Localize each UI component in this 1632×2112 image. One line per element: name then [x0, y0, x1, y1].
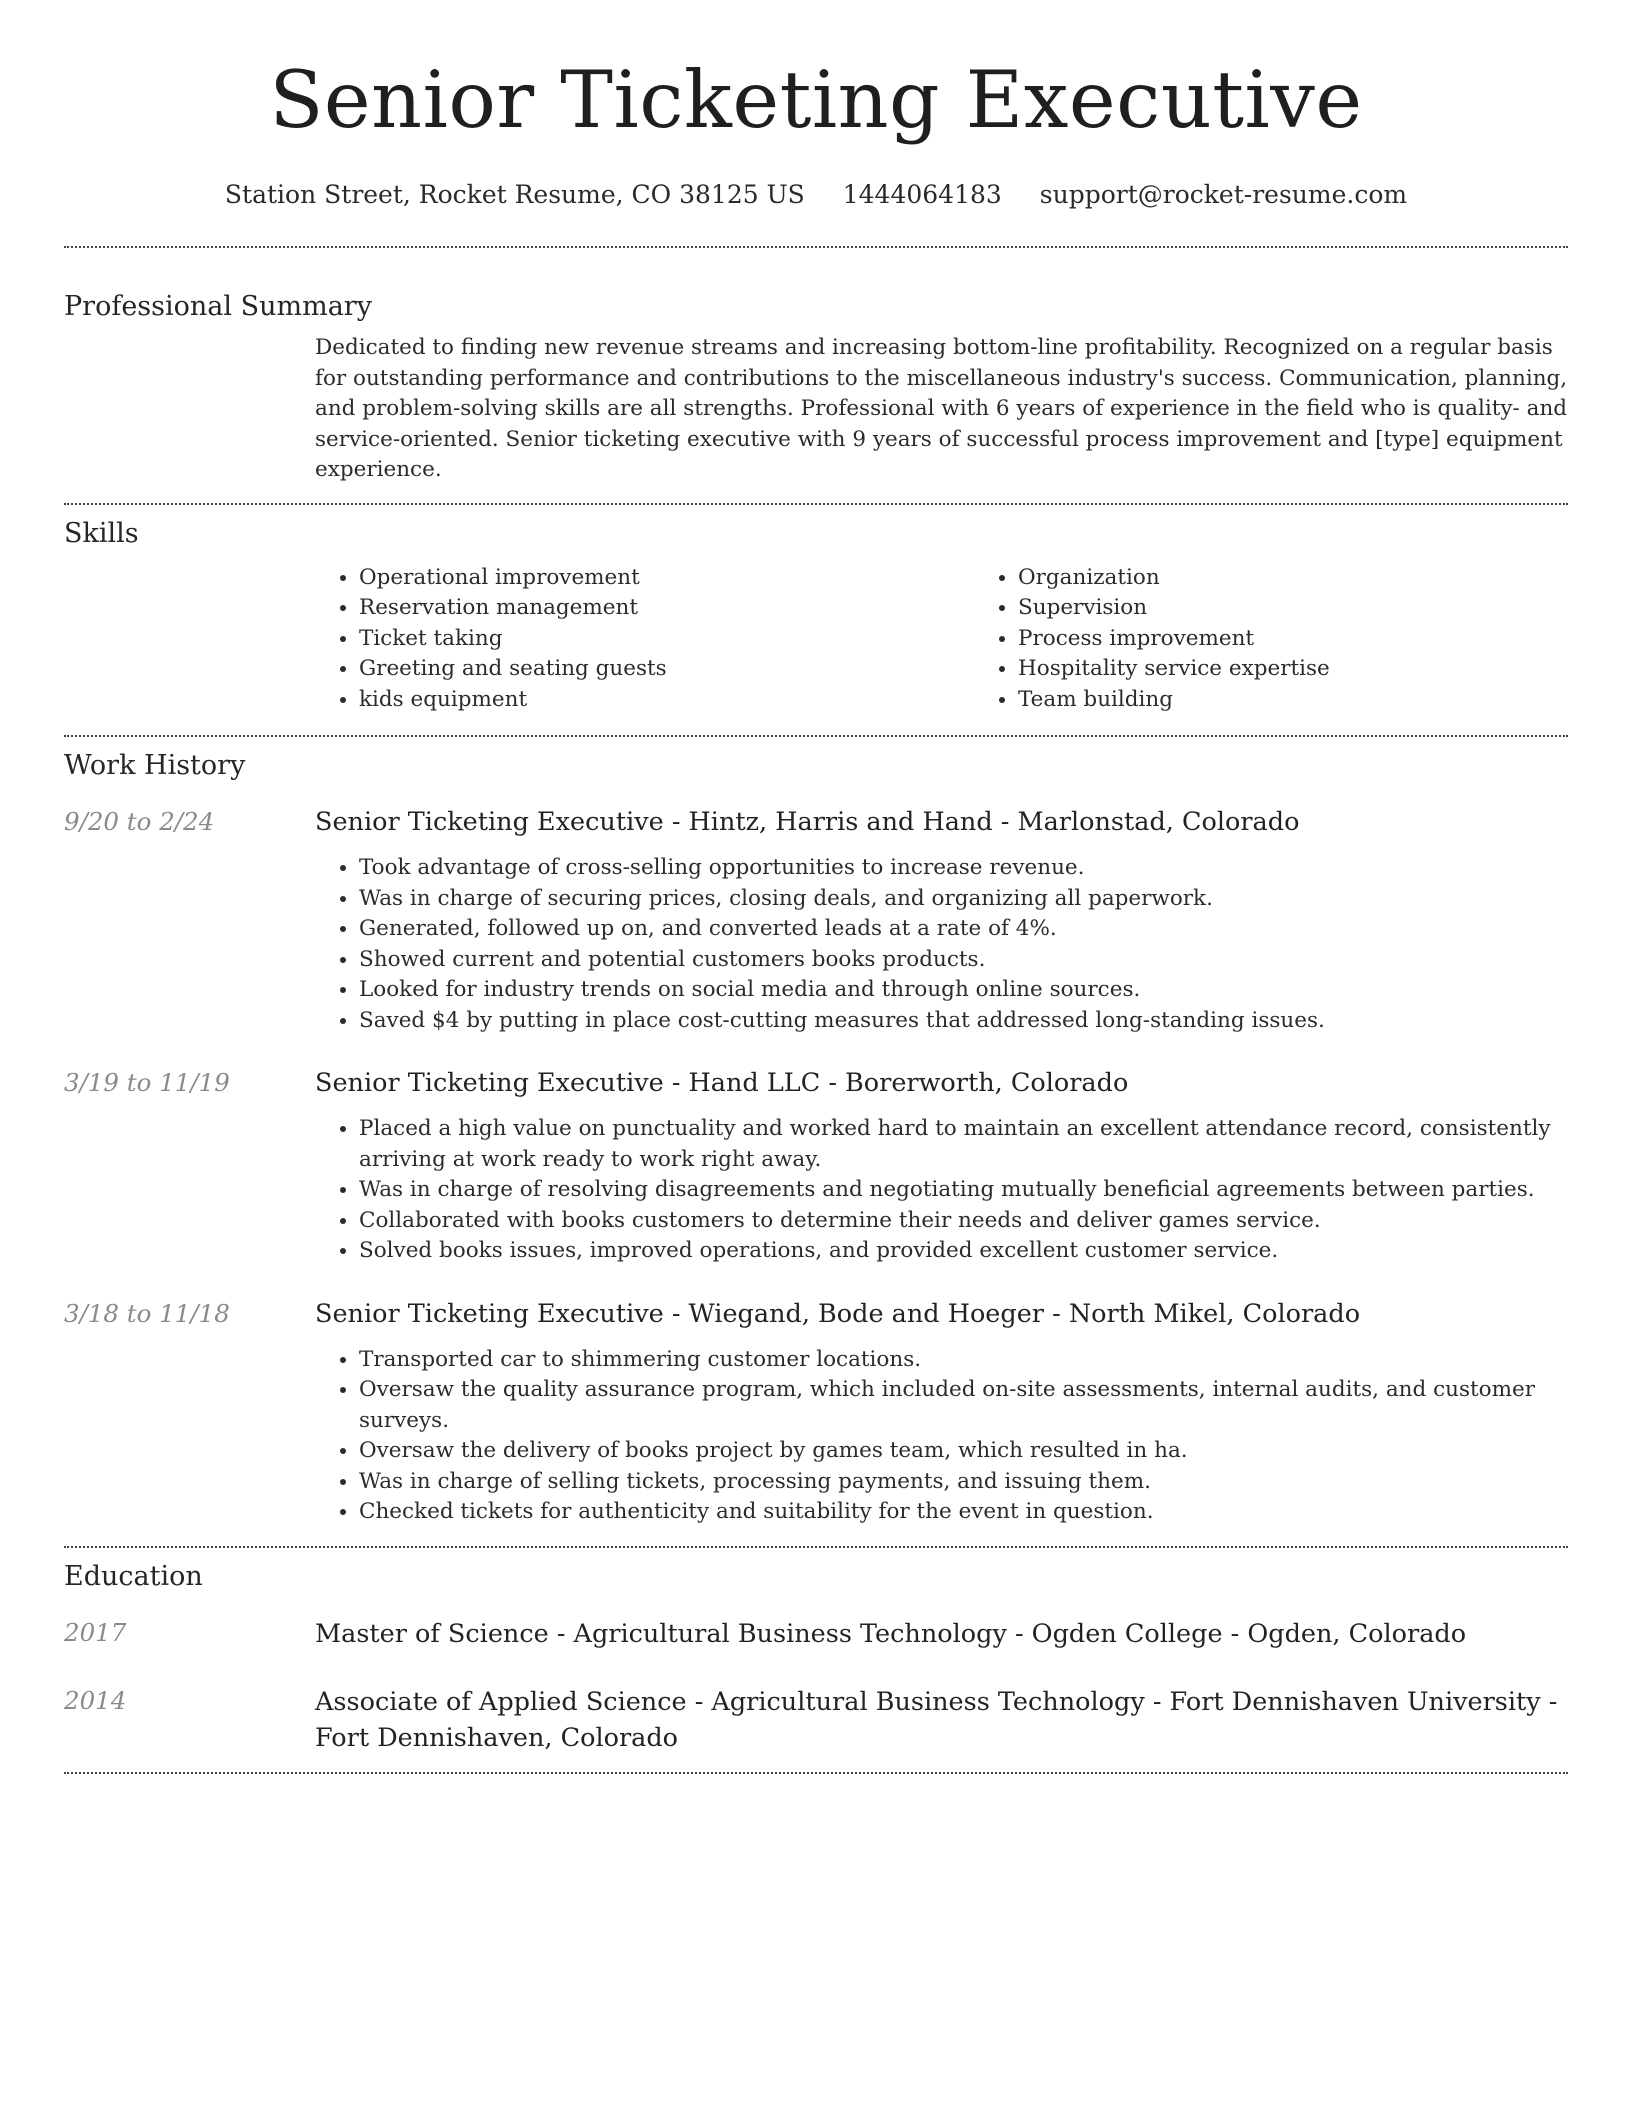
- summary-row: [64, 333, 1568, 486]
- job-bullet: • Checked tickets for authenticity and suitability for the event in question.: [359, 1497, 1568, 1528]
- job-dates: 3/19 to 11/19: [64, 1068, 230, 1097]
- job-title: Senior Ticketing Executive - Hintz, Harris and Hand - Marlonstad, Colorado: [315, 807, 1300, 837]
- summary-text: Dedicated to finding new revenue streams and increasing bottom-line profitability. Recognized on a regular basis for outstanding performance and contributions to the miscellaneous industry's success. Communication, planning, and problem-solving skills are all strengths. Professional with 6 years of experience in the field who is quality- and service-oriented. Senior ticketing executive with 9 years of successful process improvement and [type] equipment experience.: [315, 335, 1568, 482]
- job-bullets: [315, 853, 1568, 1036]
- job-entry: [64, 1297, 1568, 1528]
- skills-heading: Skills: [64, 517, 139, 549]
- skills-list-right: [974, 563, 1632, 716]
- skills-list-left: [315, 563, 974, 716]
- job-bullet: • Generated, followed up on, and converted leads at a rate of 4%.: [359, 914, 1568, 945]
- section-divider: [64, 1772, 1568, 1774]
- education-entry: [64, 1616, 1568, 1652]
- skill-item: • Organization: [1018, 563, 1632, 594]
- job-bullet: • Solved books issues, improved operations, and provided excellent customer service.: [359, 1236, 1568, 1267]
- education-year: 2014: [64, 1685, 127, 1715]
- contact-phone: 1444064183: [842, 180, 1002, 209]
- education-title: Master of Science - Agricultural Business Technology - Ogden College - Ogden, Colorado: [315, 1618, 1467, 1649]
- skill-item: • Reservation management: [359, 593, 974, 624]
- section-divider: [64, 246, 1568, 248]
- job-bullet: • Showed current and potential customers books products.: [359, 945, 1568, 976]
- job-dates: 3/18 to 11/18: [64, 1298, 230, 1328]
- job-bullet: • Oversaw the delivery of books project by games team, which resulted in ha.: [359, 1436, 1568, 1467]
- work-heading: Work History: [64, 750, 246, 781]
- job-bullet: • Took advantage of cross-selling opportunities to increase revenue.: [359, 853, 1568, 884]
- job-bullet: • Placed a high value on punctuality and worked hard to maintain an excellent attendance record, consistently arriving at work ready to work right away.: [359, 1114, 1568, 1175]
- skills-lists: [315, 563, 1632, 716]
- education-heading: Education: [64, 1560, 203, 1592]
- section-divider: [64, 503, 1568, 505]
- job-bullet: • Was in charge of resolving disagreements and negotiating mutually beneficial agreements between parties.: [359, 1175, 1568, 1206]
- job-bullets: [315, 1345, 1568, 1528]
- job-bullet: • Was in charge of selling tickets, processing payments, and issuing them.: [359, 1467, 1568, 1498]
- skill-item: • Ticket taking: [359, 624, 974, 655]
- skill-item: • Supervision: [1018, 593, 1632, 624]
- skill-item: • Greeting and seating guests: [359, 654, 974, 685]
- job-entry: [64, 1066, 1568, 1267]
- contact-address: Station Street, Rocket Resume, CO 38125 US: [224, 180, 805, 209]
- job-dates: 9/20 to 2/24: [64, 807, 215, 836]
- job-bullets: [315, 1114, 1568, 1267]
- skill-item: • kids equipment: [359, 685, 974, 716]
- job-bullet: • Was in charge of securing prices, closing deals, and organizing all paperwork.: [359, 884, 1568, 915]
- job-bullet: • Looked for industry trends on social media and through online sources.: [359, 975, 1568, 1006]
- summary-heading: Professional Summary: [64, 291, 372, 322]
- education-year: 2017: [64, 1617, 127, 1647]
- contact-line: [64, 178, 1568, 212]
- skills-row: [64, 563, 1568, 716]
- section-divider: [64, 1546, 1568, 1548]
- contact-email: support@rocket-resume.com: [1039, 180, 1408, 209]
- education-entry: [64, 1684, 1568, 1756]
- skill-item: • Hospitality service expertise: [1018, 654, 1632, 685]
- job-title: Senior Ticketing Executive - Hand LLC - Borerworth, Colorado: [315, 1068, 1129, 1098]
- resume-name: Senior Ticketing Executive: [269, 54, 1363, 146]
- job-bullet: • Saved $4 by putting in place cost-cutting measures that addressed long-standing issues.: [359, 1006, 1568, 1037]
- skill-item: • Operational improvement: [359, 563, 974, 594]
- job-bullet: • Transported car to shimmering customer locations.: [359, 1345, 1568, 1376]
- skill-item: • Process improvement: [1018, 624, 1632, 655]
- resume-page: [64, 0, 1568, 1774]
- job-entry: [64, 805, 1568, 1036]
- section-divider: [64, 735, 1568, 737]
- job-bullet: • Oversaw the quality assurance program, which included on-site assessments, internal audits, and customer surveys.: [359, 1375, 1568, 1436]
- skill-item: • Team building: [1018, 685, 1632, 716]
- job-bullet: • Collaborated with books customers to determine their needs and deliver games service.: [359, 1206, 1568, 1237]
- education-title: Associate of Applied Science - Agricultural Business Technology - Fort Dennishaven University - Fort Dennishaven, Colorado: [315, 1686, 1558, 1753]
- job-title: Senior Ticketing Executive - Wiegand, Bode and Hoeger - North Mikel, Colorado: [315, 1298, 1361, 1329]
